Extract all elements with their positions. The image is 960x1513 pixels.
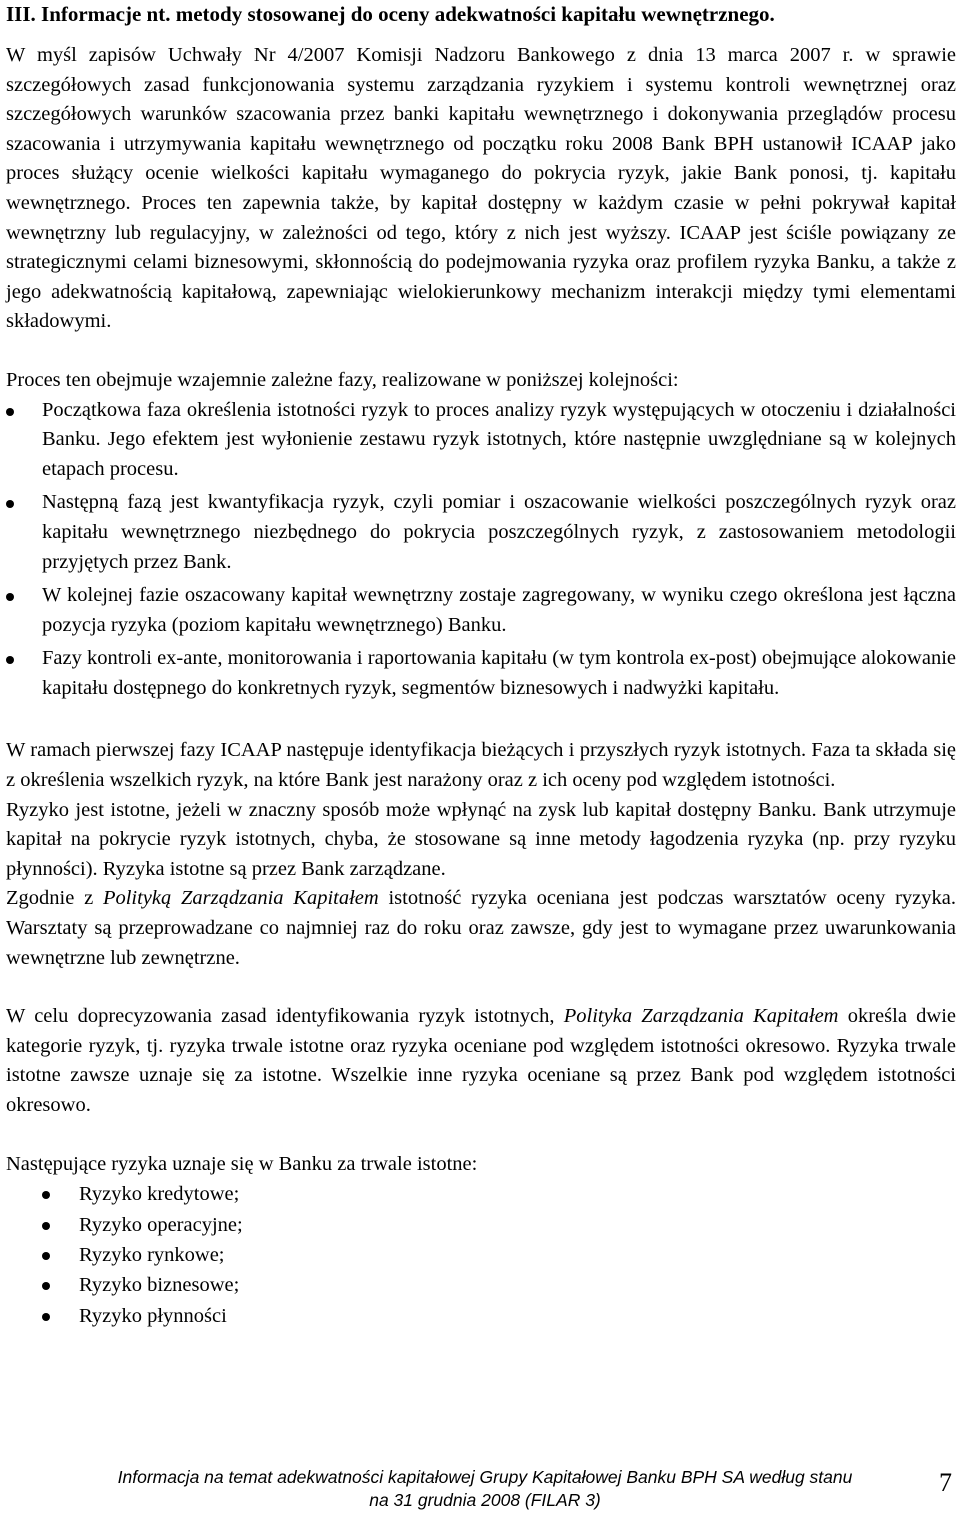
list-item-text: Ryzyko rynkowe; <box>79 1244 225 1266</box>
bullet-icon <box>6 500 14 508</box>
paragraph-material-risk: Ryzyko jest istotne, jeżeli w znaczny sposób może wpłynąć na zysk lub kapitał dostępny Banku. Bank utrzymuje kapitał na pokrycie ryzyk istotnych, chyba, że stosowane są inne metody łagodzenia ryzyka (np. przy ryzyku płynności). Ryzyka istotne są przez Bank zarządzane. <box>6 798 956 880</box>
policy-title: Polityka Zarządzania Kapitałem <box>563 1005 839 1028</box>
list-item-text: Następną fazą jest kwantyfikacja ryzyk, czyli pomiar i oszacowanie wielkości poszczególnych ryzyk oraz kapitału wewnętrznego niezbędnego do pokrycia poszczególnych ryzyk, z zastosowaniem metodologii przyjętych przez Bank. <box>42 491 956 573</box>
list-item-text: Ryzyko płynności <box>79 1304 227 1327</box>
spacer <box>6 29 956 41</box>
page-number: 7 <box>939 1468 952 1497</box>
list-item-text: Ryzyko biznesowe; <box>79 1274 240 1297</box>
bullet-icon <box>42 1313 50 1321</box>
paragraph-identification: W ramach pierwszej fazy ICAAP następuje identyfikacja bieżących i przyszłych ryzyk istotnych. Faza ta składa się z określenia wszelkich ryzyk, na które Bank jest narażony oraz z ich oceny pod względem istotności. <box>6 739 956 792</box>
paragraph-policy <box>6 884 956 973</box>
list-item-text: Ryzyko operacyjne; <box>79 1213 243 1236</box>
footer-line: na 31 grudnia 2008 (FILAR 3) <box>369 1490 601 1510</box>
spacer <box>6 1121 956 1150</box>
list-item-text: W kolejnej fazie oszacowany kapitał wewnętrzny zostaje zagregowany, w wyniku czego określona jest łączna pozycja ryzyka (poziom kapitału wewnętrznego) Banku. <box>42 584 956 636</box>
list-item-text: Fazy kontroli ex-ante, monitorowania i raportowania kapitału (w tym kontrola ex-post) obejmujące alokowanie kapitału dostępnego do konkretnych ryzyk, segmentów biznesowych i nadwyżki kapitału. <box>42 647 956 699</box>
text-span: określa dwie kategorie ryzyk, tj. ryzyka trwale istotne oraz ryzyka oceniane pod względem istotności okresowo. Ryzyka trwale istotne zawsze uznaje się za istotne. Wszelkie inne ryzyka oceniane są przez Bank pod względem istotności okresowo. <box>6 1005 956 1116</box>
footer-caption <box>60 1466 910 1512</box>
list-item <box>6 644 956 703</box>
policy-title: Polityką Zarządzania Kapitałem <box>102 887 379 910</box>
list-item <box>6 581 956 640</box>
list-item <box>6 1270 956 1300</box>
list-item <box>6 1210 956 1240</box>
document-page <box>6 0 956 1331</box>
section-heading: III. Informacje nt. metody stosowanej do oceny adekwatności kapitału wewnętrznego. <box>6 2 775 26</box>
list-item <box>6 1240 956 1270</box>
list-item <box>6 396 956 485</box>
bullet-icon <box>42 1191 50 1199</box>
spacer <box>6 973 956 1002</box>
spacer <box>6 707 956 736</box>
footer-line: Informacja na temat adekwatności kapitałowej Grupy Kapitałowej Banku BPH SA według stanu <box>117 1467 853 1487</box>
bullet-icon <box>6 408 14 416</box>
paragraph-icaap-intro: W myśl zapisów Uchwały Nr 4/2007 Komisji Nadzoru Bankowego z dnia 13 marca 2007 r. w sprawie szczegółowych zasad funkcjonowania systemu zarządzania ryzykiem i systemu kontroli wewnętrznej oraz szczegółowych warunków szacowania przez banki kapitału wewnętrznego i dokonywania przeglądów procesu szacowania i utrzymywania kapitału wewnętrznego od początku roku 2008 Bank BPH ustanowił ICAAP jako proces służący ocenie wielkości kapitału wymaganego do pokrycia ryzyk, jakie Bank ponosi, tj. kapitału wewnętrznego. Proces ten zapewnia także, by kapitał dostępny w każdym czasie w pełni pokrywał kapitał wewnętrzny lub regulacyjny, w zależności od tego, który z nich jest wyższy. ICAAP jest ściśle powiązany ze strategicznymi celami biznesowymi, skłonnością do podejmowania ryzyka oraz profilem ryzyka Banku, a także z jego adekwatnością kapitałową, zapewniając wielokierunkowy mechanizm interakcji między tymi elementami składowymi. <box>6 44 956 333</box>
list-item-text: Początkowa faza określenia istotności ryzyk to proces analizy ryzyk występujących w otoczeniu i działalności Banku. Jego efektem jest wyłonienie zestawu ryzyk istotnych, które następnie uwzględniane są w kolejnych etapach procesu. <box>42 398 956 480</box>
bullet-icon <box>6 656 14 664</box>
paragraph-categories <box>6 1002 956 1120</box>
list-item-text: Ryzyko kredytowe; <box>79 1183 240 1206</box>
bullet-icon <box>42 1222 50 1230</box>
paragraph-phases-intro: Proces ten obejmuje wzajemnie zależne fazy, realizowane w poniższej kolejności: <box>6 368 679 391</box>
text-span: W celu doprecyzowania zasad identyfikowania ryzyk istotnych, <box>6 1005 564 1028</box>
list-item <box>6 488 956 577</box>
risks-list <box>6 1179 956 1331</box>
phases-list <box>6 396 956 704</box>
text-span: Zgodnie z <box>6 887 103 910</box>
paragraph-risks-intro: Następujące ryzyka uznaje się w Banku za trwale istotne: <box>6 1152 478 1175</box>
text-span: istotność ryzyka oceniana jest podczas warsztatów oceny ryzyka. Warsztaty są przeprowadzane co najmniej raz do roku oraz zawsze, gdy jest to wymagane przez uwarunkowania wewnętrzne lub zewnętrzne. <box>6 887 956 969</box>
spacer <box>6 337 956 366</box>
bullet-icon <box>6 593 14 601</box>
bullet-icon <box>42 1252 50 1260</box>
list-item <box>6 1301 956 1331</box>
page-footer <box>0 1466 960 1510</box>
list-item <box>6 1179 956 1209</box>
bullet-icon <box>42 1282 50 1290</box>
